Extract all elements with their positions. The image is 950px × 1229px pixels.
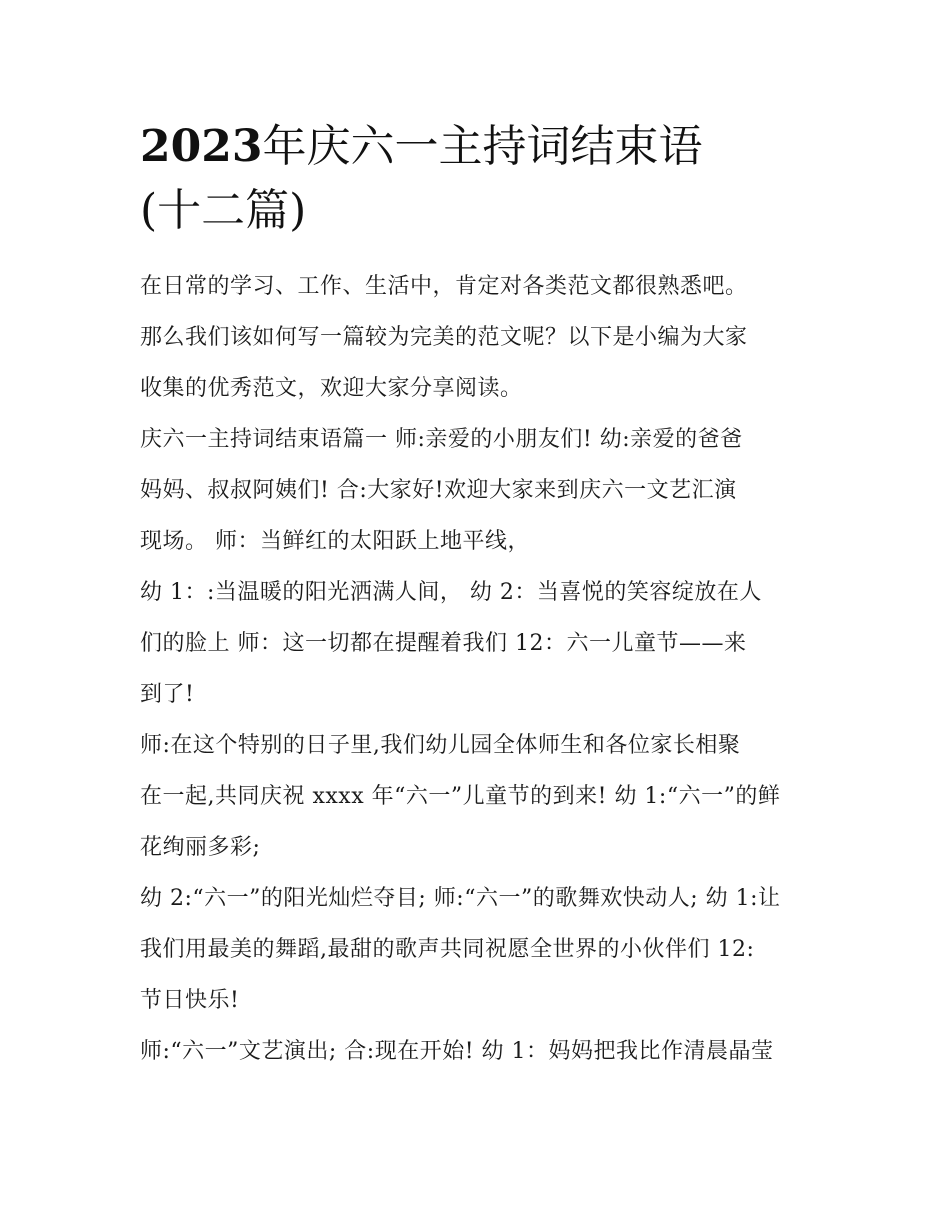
text-line: 我们用最美的舞蹈,最甜的歌声共同祝愿全世界的小伙伴们 12:	[140, 937, 755, 962]
text-line: 节日快乐!	[140, 988, 240, 1013]
title-year: 2023	[140, 121, 263, 172]
text-line: 现场。 师：当鲜红的太阳跃上地平线，	[140, 529, 530, 554]
text-line: 们的脸上 师：这一切都在提醒着我们 12：六一儿童节——来	[140, 631, 747, 656]
document-body	[140, 115, 820, 1077]
title-line1-text: 年庆六一主持词结束语	[262, 121, 703, 172]
title-line2-text: (十二篇)	[140, 185, 307, 236]
text-line: 幼 1：:当温暖的阳光洒满人间， 幼 2：当喜悦的笑容绽放在人	[140, 580, 762, 605]
text-line: 庆六一主持词结束语篇一 师:亲爱的小朋友们! 幼:亲爱的爸爸	[140, 427, 743, 452]
text-line: 那么我们该如何写一篇较为完美的范文呢？以下是小编为大家	[140, 325, 748, 350]
document-title	[140, 115, 820, 243]
document-text	[140, 261, 820, 1077]
text-line: 师:在这个特别的日子里,我们幼儿园全体师生和各位家长相聚	[140, 733, 741, 758]
text-line: 在日常的学习、工作、生活中，肯定对各类范文都很熟悉吧。	[140, 274, 748, 299]
text-line: 妈妈、叔叔阿姨们! 合:大家好!欢迎大家来到庆六一文艺汇演	[140, 478, 737, 503]
text-line: 花绚丽多彩;	[140, 835, 261, 860]
text-line: 收集的优秀范文，欢迎大家分享阅读。	[140, 376, 523, 401]
text-line: 到了!	[140, 682, 195, 707]
text-line: 师:“六一”文艺演出; 合:现在开始! 幼 1：妈妈把我比作清晨晶莹	[140, 1039, 774, 1064]
text-line: 在一起,共同庆祝 xxxx 年“六一”儿童节的到来! 幼 1:“六一”的鲜	[140, 784, 781, 809]
text-line: 幼 2:“六一”的阳光灿烂夺目; 师:“六一”的歌舞欢快动人; 幼 1:让	[140, 886, 781, 911]
